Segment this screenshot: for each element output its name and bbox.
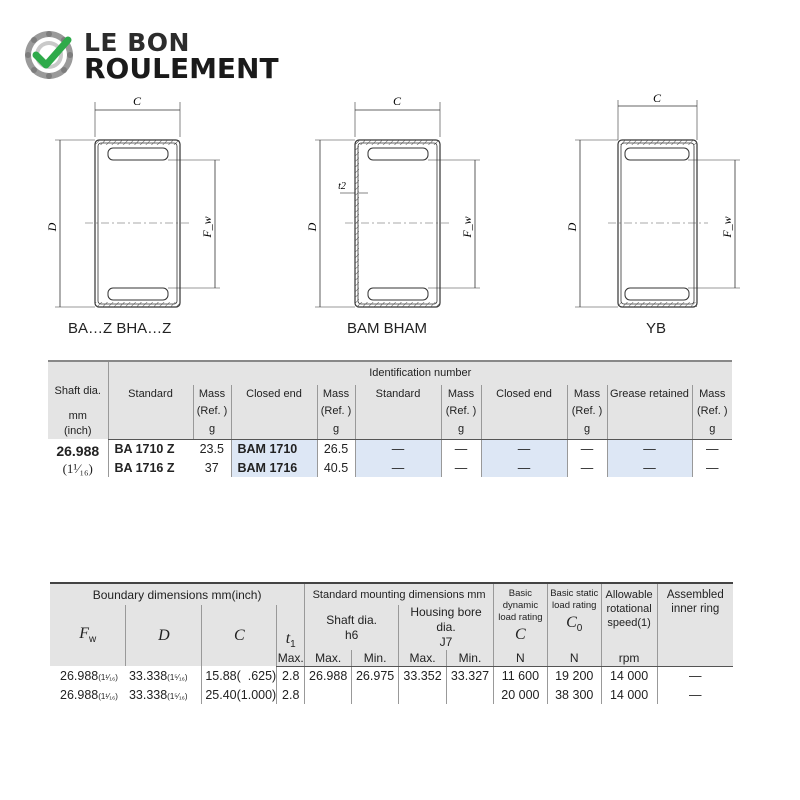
dim-c-label: C — [392, 94, 402, 108]
closed-end-cell: BAM 1710 — [231, 439, 317, 458]
col-closed-end-header: Closed end — [231, 385, 317, 403]
col-closed-end-header: Closed end — [481, 385, 567, 403]
shaft-max-header: Max. — [305, 650, 352, 666]
grease-retained-cell: — — [607, 439, 692, 458]
bearing-logo-icon — [22, 28, 76, 82]
shaft-min-value: 26.975 — [352, 666, 399, 685]
diagram-ba-bha — [40, 92, 240, 317]
col-g-unit: g — [567, 420, 607, 439]
col-mass-header: Mass — [692, 385, 732, 403]
shaft-min-value — [352, 685, 399, 704]
col-mass-header: Mass — [193, 385, 231, 403]
static-unit: N — [547, 650, 601, 666]
t1-symbol: t — [285, 629, 291, 647]
housing-max-value — [399, 685, 447, 704]
mass-cell: 40.5 — [317, 458, 355, 477]
dimensions-table — [50, 582, 733, 704]
cr-symbol: C — [515, 626, 526, 643]
table-row — [50, 685, 733, 704]
dim-c-label: C — [652, 92, 662, 105]
fw-subscript: w — [88, 634, 97, 646]
static-load-header: Basic static load rating — [550, 588, 599, 611]
housing-max-value: 33.352 — [399, 666, 447, 685]
shaft-dia-header: Shaft dia. — [54, 385, 101, 397]
housing-tolerance: J7 — [439, 635, 453, 649]
shaft-dia-header: Shaft dia. — [326, 612, 377, 627]
col-mass-header: Mass — [441, 385, 481, 403]
col-ref-header: (Ref. ) — [441, 403, 481, 420]
dim-d-label: D — [565, 222, 579, 232]
closed-end-cell: — — [481, 458, 567, 477]
mass-cell: — — [441, 458, 481, 477]
col-g-unit: g — [317, 420, 355, 439]
mass-cell: — — [567, 439, 607, 458]
c-value: 15.88( .625) — [202, 666, 277, 685]
logo — [22, 28, 302, 84]
d-inch: (1⁵⁄₁₆) — [167, 691, 188, 701]
caption-ba-bha: BA…Z BHA…Z — [68, 320, 172, 337]
standard-cell: BA 1716 Z — [108, 458, 193, 477]
static-load-value: 38 300 — [547, 685, 601, 704]
shaft-unit-mm: mm — [68, 410, 87, 422]
dim-fw-label: F_w — [200, 216, 214, 238]
shaft-dia-value: 26.988 — [56, 443, 100, 459]
diagram-yb — [560, 92, 760, 317]
col-g-unit: g — [193, 420, 231, 439]
shaft-max-value: 26.988 — [305, 666, 352, 685]
logo-text-le-bon: LE BON — [84, 28, 190, 57]
speed-unit: rpm — [601, 650, 657, 666]
boundary-dimensions-header: Boundary dimensions mm(inch) — [50, 583, 305, 605]
mounting-dimensions-header: Standard mounting dimensions mm — [305, 583, 494, 605]
dim-t2-label: t2 — [338, 181, 346, 192]
col-g-unit: g — [692, 420, 732, 439]
standard-cell: — — [355, 458, 441, 477]
allowable-speed-header: Allowable rotational speed(1) — [605, 589, 653, 629]
dynamic-load-value: 20 000 — [493, 685, 547, 704]
housing-min-value: 33.327 — [447, 666, 494, 685]
d-inch: (1⁵⁄₁₆) — [167, 672, 188, 682]
col-g-unit: g — [441, 420, 481, 439]
closed-end-cell: — — [481, 439, 567, 458]
table-row — [50, 666, 733, 685]
col-grease-retained-header: Grease retained — [607, 385, 692, 403]
dynamic-load-value: 11 600 — [493, 666, 547, 685]
c0-symbol: C — [566, 614, 577, 631]
inner-ring-value: — — [657, 685, 733, 704]
col-mass-header: Mass — [317, 385, 355, 403]
closed-end-cell: BAM 1716 — [231, 458, 317, 477]
col-ref-header: (Ref. ) — [692, 403, 732, 420]
table-row — [48, 439, 732, 458]
d-value: 33.338 — [128, 687, 168, 702]
dim-c-label: C — [132, 94, 142, 108]
mass-cell: — — [567, 458, 607, 477]
caption-bam-bham: BAM BHAM — [347, 320, 428, 337]
mass-cell: 37 — [204, 460, 219, 475]
assembled-inner-ring-header: Assembled inner ring — [666, 589, 724, 615]
col-ref-header: (Ref. ) — [193, 403, 231, 420]
housing-max-header: Max. — [399, 650, 447, 666]
speed-value: 14 000 — [601, 685, 657, 704]
grease-retained-cell: — — [607, 458, 692, 477]
t1-subscript: 1 — [290, 639, 296, 650]
housing-min-value — [447, 685, 494, 704]
mass-cell: — — [692, 458, 732, 477]
c0-subscript: 0 — [576, 623, 583, 635]
d-symbol: D — [158, 626, 170, 644]
shaft-min-header: Min. — [352, 650, 399, 666]
housing-bore-header: Housing bore dia. — [410, 605, 482, 634]
mass-cell: 23.5 — [199, 441, 224, 456]
col-standard-header: Standard — [355, 385, 441, 403]
fw-symbol: F — [79, 625, 89, 643]
dynamic-load-header: Basic dynamic load rating — [498, 588, 543, 623]
mass-cell: — — [692, 439, 732, 458]
col-mass-header: Mass — [567, 385, 607, 403]
speed-value: 14 000 — [601, 666, 657, 685]
dynamic-unit: N — [493, 650, 547, 666]
t1-max-header: Max. — [277, 650, 304, 665]
c-symbol: C — [233, 626, 245, 644]
dim-d-label: D — [305, 222, 319, 232]
dim-fw-label: F_w — [720, 216, 734, 238]
fw-value: 26.988 — [60, 687, 99, 702]
d-value: 33.338 — [128, 668, 168, 683]
dim-fw-label: F_w — [460, 216, 474, 238]
standard-cell: — — [355, 439, 441, 458]
standard-cell: BA 1710 Z — [108, 439, 193, 458]
mass-cell: — — [441, 439, 481, 458]
t1-value: 2.8 — [277, 685, 305, 704]
identification-number-header: Identification number — [108, 361, 732, 385]
shaft-dia-fraction: (1¹⁄₁₆) — [62, 461, 93, 476]
col-ref-header: (Ref. ) — [567, 403, 607, 420]
shaft-max-value — [305, 685, 352, 704]
col-ref-header: (Ref. ) — [317, 403, 355, 420]
diagram-bam-bham — [300, 92, 500, 317]
c-value: 25.40(1.000) — [202, 685, 277, 704]
inner-ring-value: — — [657, 666, 733, 685]
fw-inch: (1¹⁄₁₆) — [98, 691, 118, 701]
identification-table — [48, 360, 732, 477]
dim-d-label: D — [45, 222, 59, 232]
mass-cell: 26.5 — [317, 439, 355, 458]
shaft-tolerance: h6 — [344, 627, 359, 642]
fw-value: 26.988 — [60, 668, 99, 683]
col-standard-header: Standard — [108, 385, 193, 403]
table-row — [48, 458, 732, 477]
housing-min-header: Min. — [447, 650, 494, 666]
logo-text-roulement: ROULEMENT — [84, 52, 279, 85]
t1-value: 2.8 — [277, 666, 305, 685]
fw-inch: (1¹⁄₁₆) — [98, 672, 118, 682]
shaft-unit-inch: (inch) — [63, 425, 92, 437]
caption-yb: YB — [646, 320, 667, 337]
static-load-value: 19 200 — [547, 666, 601, 685]
